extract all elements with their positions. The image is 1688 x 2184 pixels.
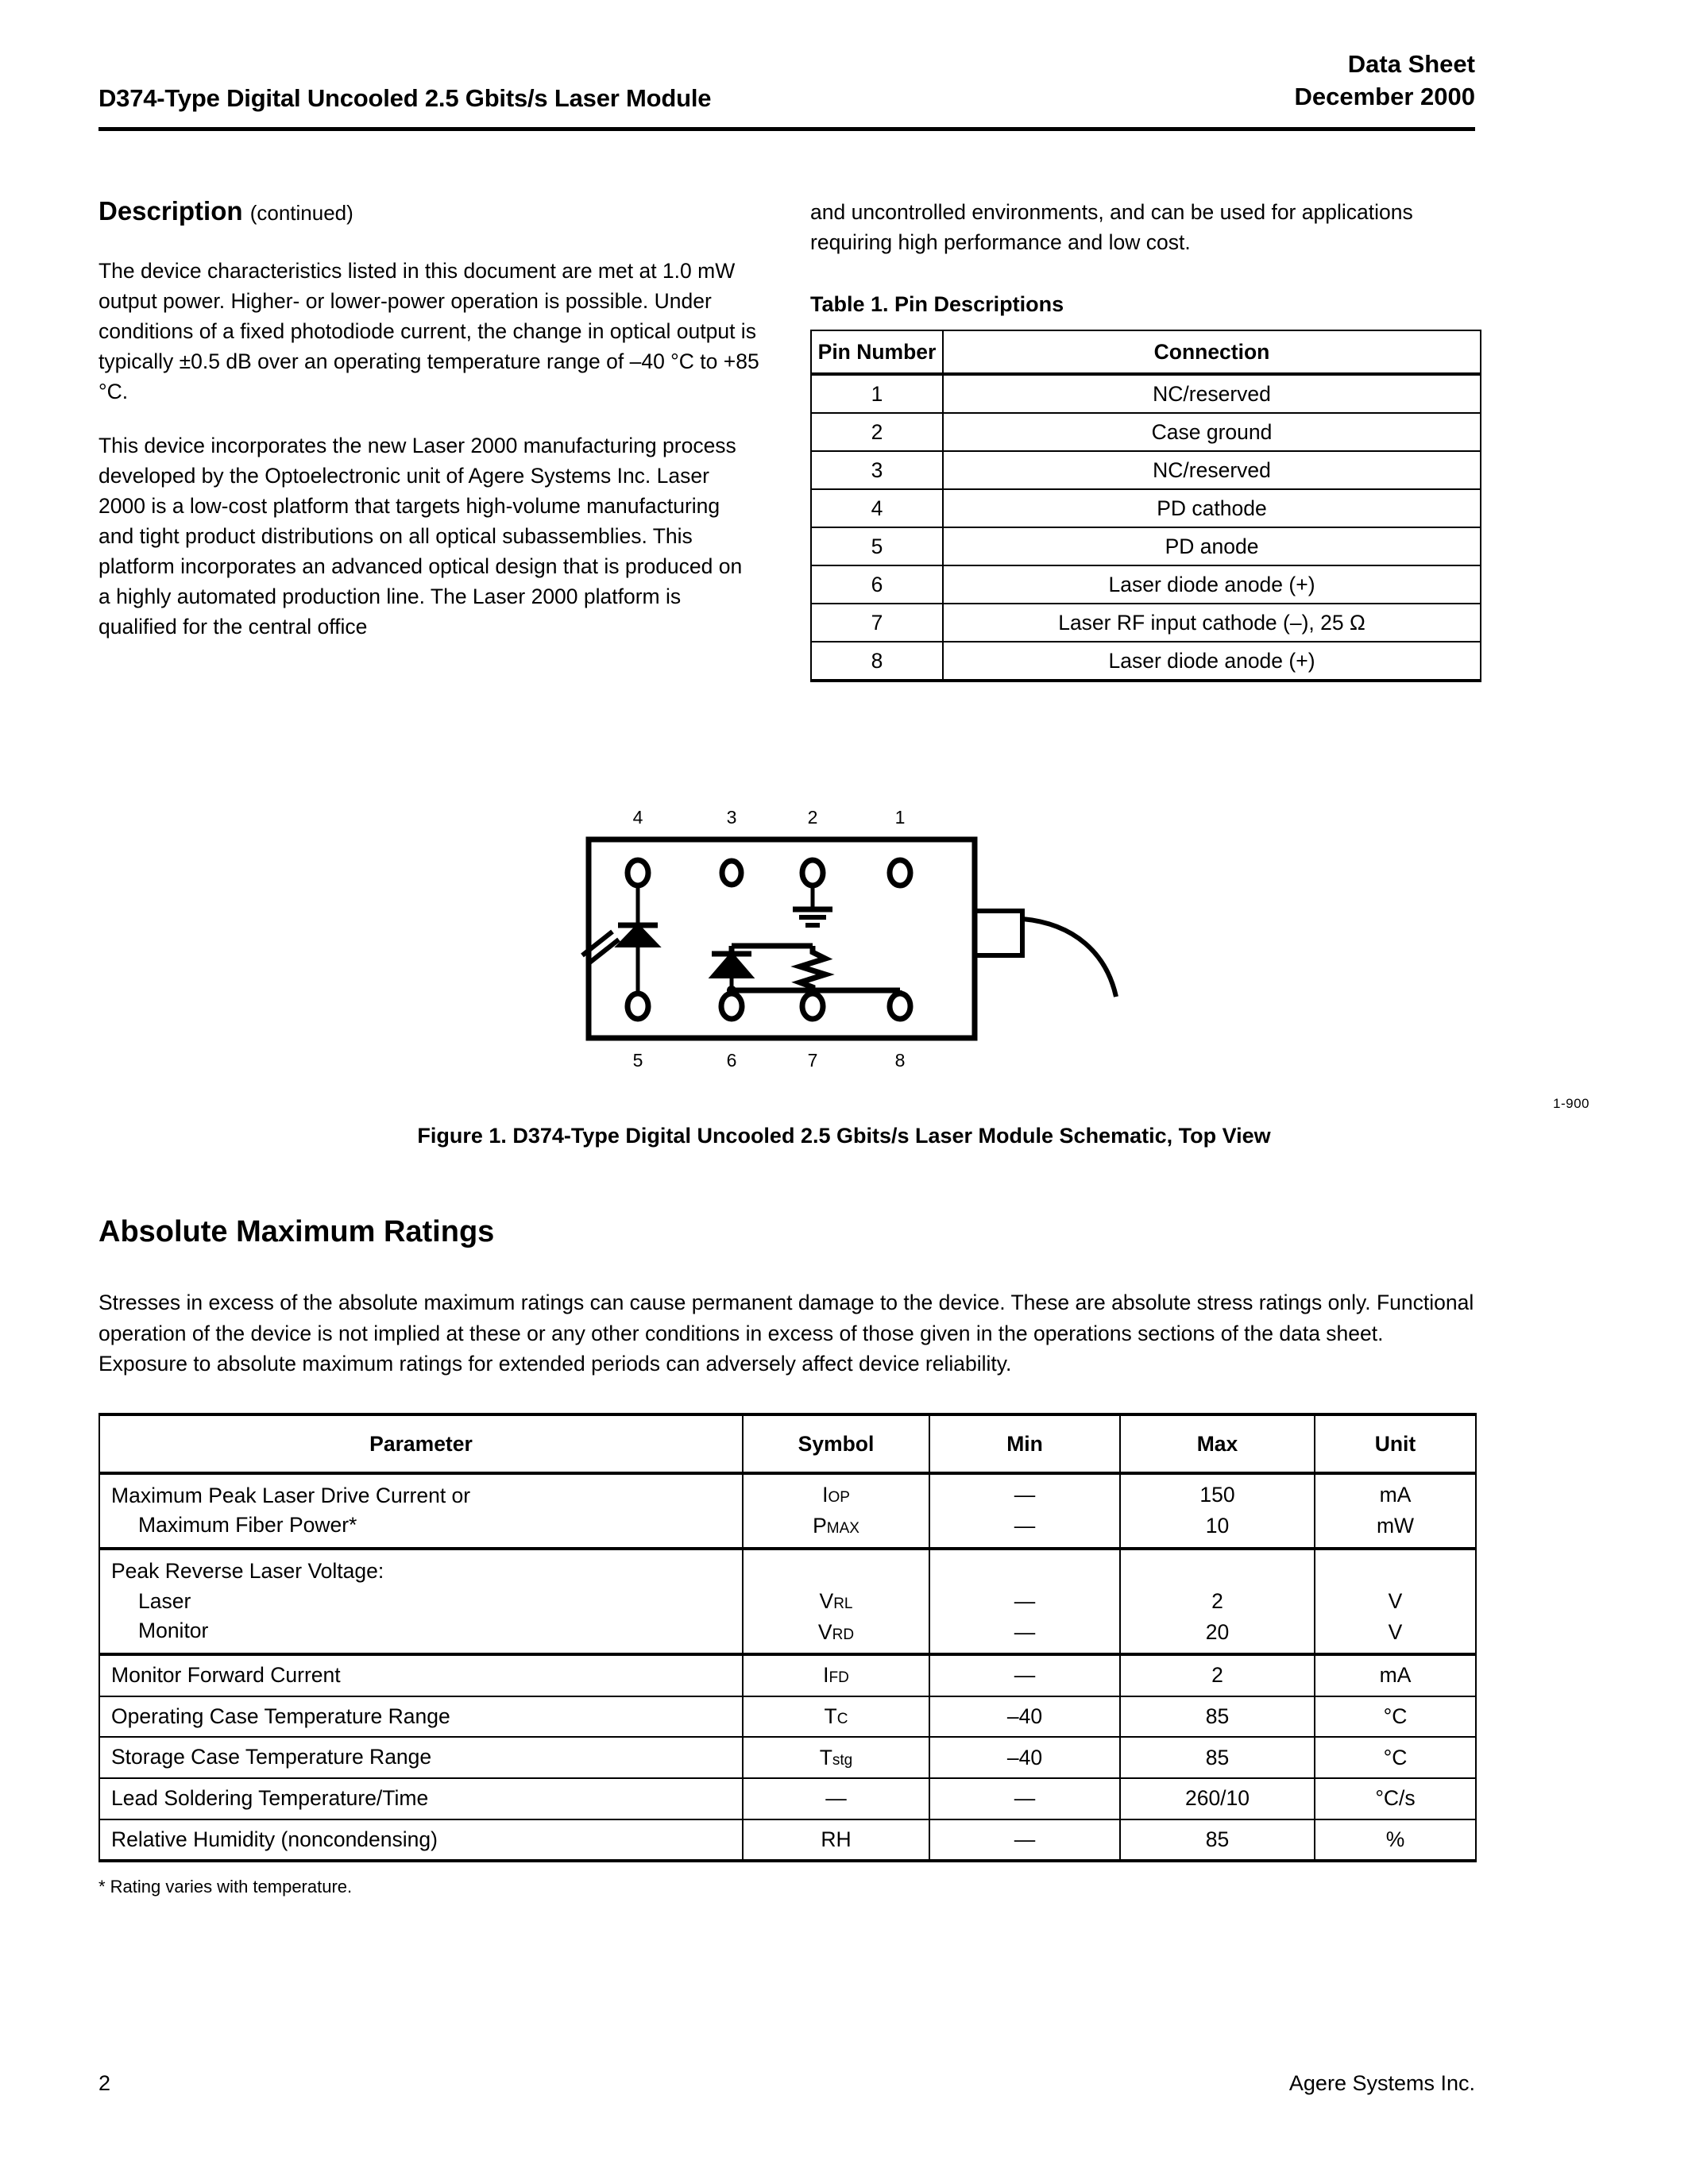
table-row [99, 1473, 1476, 1548]
ratings-parameter-cell: Relative Humidity (noncondensing) [99, 1819, 743, 1862]
ratings-max-cell: 85 [1120, 1737, 1315, 1778]
table-row [99, 1819, 1476, 1862]
table-row [99, 1549, 1476, 1655]
absolute-maximum-ratings-table [98, 1413, 1477, 1862]
ratings-unit-cell: °C [1315, 1737, 1476, 1778]
symbol-iop: IOP [822, 1483, 850, 1507]
page-footer [98, 2071, 1475, 2096]
table-header-row [811, 330, 1481, 374]
ratings-heading: Absolute Maximum Ratings [98, 1215, 495, 1248]
description-heading-text: Description [98, 196, 243, 226]
ratings-max-cell [1120, 1549, 1315, 1655]
footer-page-number: 2 [98, 2071, 111, 2095]
table-row [99, 1696, 1476, 1738]
table-row [811, 642, 1481, 681]
table-row [811, 527, 1481, 565]
pin-hole-3 [722, 861, 741, 885]
ratings-unit-cell: mA [1315, 1654, 1476, 1696]
pin-hole-7 [802, 994, 823, 1019]
ratings-col-min: Min [929, 1414, 1120, 1473]
pin-connection-cell: Laser RF input cathode (–), 25 Ω [943, 604, 1481, 642]
header-date: December 2000 [1294, 83, 1475, 111]
header-product-title: D374-Type Digital Uncooled 2.5 Gbits/s Laser Module [98, 84, 712, 113]
resistor-25-ohm [800, 946, 825, 994]
pin-table-col-connection: Connection [943, 330, 1481, 374]
ratings-unit-cell [1315, 1549, 1476, 1655]
ratings-min-cell: — [929, 1778, 1120, 1819]
description-heading-continued: (continued) [249, 201, 353, 225]
pin-hole-6 [721, 994, 742, 1019]
ratings-param-line: Monitor [138, 1619, 209, 1643]
fig-pin-label-2: 2 [807, 807, 817, 828]
fig-pin-label-8: 8 [894, 1050, 905, 1071]
ratings-min-cell: — [929, 1654, 1120, 1696]
ratings-intro-paragraph: Stresses in excess of the absolute maximum ratings can cause permanent damage to the device. These are absolute stress ratings only. Functional operation of the device is not implied at these or any other conditions in excess of those given in the operations sections of the data sheet. Exposure to absolute maximum ratings for extended periods can adversely affect device reliability. [98, 1291, 1474, 1376]
ratings-unit-value: mA [1379, 1483, 1412, 1507]
fiber-pigtail [1022, 919, 1116, 997]
ratings-min-cell [929, 1549, 1120, 1655]
symbol-vrl: VRL [819, 1588, 853, 1613]
pin-hole-2 [802, 860, 823, 886]
ratings-max-cell: 85 [1120, 1696, 1315, 1738]
ratings-unit-cell: % [1315, 1819, 1476, 1862]
ratings-min-value: — [1014, 1619, 1036, 1644]
fig-pin-label-4: 4 [632, 807, 643, 828]
pin-number-cell: 4 [811, 489, 943, 527]
table-row [99, 1778, 1476, 1819]
ratings-parameter-cell: Lead Soldering Temperature/Time [99, 1778, 743, 1819]
ratings-symbol-cell: TC [743, 1696, 929, 1738]
ratings-min-value: — [1014, 1514, 1036, 1538]
pin-connection-cell: PD anode [943, 527, 1481, 565]
ratings-col-unit: Unit [1315, 1414, 1476, 1473]
figure-1-caption: Figure 1. D374-Type Digital Uncooled 2.5 Gbits/s Laser Module Schematic, Top View [417, 1124, 1271, 1148]
ratings-symbol-cell [743, 1473, 929, 1548]
ratings-unit-cell: °C/s [1315, 1778, 1476, 1819]
ratings-max-cell: 85 [1120, 1819, 1315, 1862]
ratings-symbol-cell [743, 1549, 929, 1655]
pin-number-cell: 8 [811, 642, 943, 681]
right-column [810, 197, 1481, 682]
ratings-parameter-cell: Storage Case Temperature Range [99, 1737, 743, 1778]
ratings-col-symbol: Symbol [743, 1414, 929, 1473]
absolute-maximum-ratings-section [98, 1215, 1475, 1897]
description-paragraph-1: The device characteristics listed in this document are met at 1.0 mW output power. Higher- or lower-power operation is possible. Under conditions of a fixed photodiode current, the change in optical output is typically ±0.5 dB over an operating temperature range of –40 °C to +85 °C. [98, 259, 759, 404]
ratings-unit-value: mW [1376, 1514, 1415, 1538]
ratings-max-value: 20 [1205, 1619, 1230, 1644]
fig-pin-label-5: 5 [632, 1050, 643, 1071]
pin-number-cell: 3 [811, 451, 943, 489]
light-arrow-2 [589, 940, 619, 963]
pin-hole-8 [890, 994, 910, 1019]
description-heading [98, 197, 759, 226]
figure-reference-code: 1-900 [1553, 1096, 1590, 1111]
ratings-parameter-cell: Monitor Forward Current [99, 1654, 743, 1696]
pin-connection-cell: Laser diode anode (+) [943, 565, 1481, 604]
ratings-min-cell [929, 1473, 1120, 1548]
ratings-max-cell: 260/10 [1120, 1778, 1315, 1819]
fiber-ferrule-block [975, 911, 1022, 955]
table-row [99, 1737, 1476, 1778]
pin-hole-1 [890, 860, 910, 886]
description-paragraph-3: and uncontrolled environments, and can be used for applications requiring high performance and low cost. [810, 200, 1413, 255]
description-paragraph-2: This device incorporates the new Laser 2000 manufacturing process developed by the Optoelectronic unit of Agere Systems Inc. Laser 2000 is a low-cost platform that targets high-volume manufacturing and tight product distributions on all optical subassemblies. This platform incorporates an advanced optical design that is produced on a highly automated production line. The Laser 2000 platform is qualified for the central office [98, 434, 743, 639]
ratings-parameter-cell [99, 1549, 743, 1655]
pin-table-caption: Table 1. Pin Descriptions [810, 292, 1064, 317]
table-row [99, 1654, 1476, 1696]
page-header [98, 48, 1475, 131]
ratings-max-value: 150 [1199, 1483, 1235, 1507]
header-doc-type: Data Sheet [1347, 50, 1475, 78]
ratings-max-cell: 2 [1120, 1654, 1315, 1696]
ratings-max-value: 10 [1205, 1514, 1230, 1538]
pin-descriptions-table [810, 330, 1481, 682]
ratings-min-cell: — [929, 1819, 1120, 1862]
header-divider [98, 127, 1475, 131]
pin-connection-cell: PD cathode [943, 489, 1481, 527]
symbol-pmax: PMAX [813, 1514, 859, 1538]
ratings-min-value: — [1014, 1588, 1036, 1613]
fig-pin-label-3: 3 [726, 807, 736, 828]
pin-connection-cell: NC/reserved [943, 451, 1481, 489]
pin-number-cell: 5 [811, 527, 943, 565]
pin-connection-cell: NC/reserved [943, 374, 1481, 413]
pin-number-cell: 6 [811, 565, 943, 604]
ratings-max-cell [1120, 1473, 1315, 1548]
header-doc-meta [1295, 48, 1476, 113]
table-row [811, 451, 1481, 489]
ratings-col-parameter: Parameter [99, 1414, 743, 1473]
table-row [811, 604, 1481, 642]
ratings-symbol-cell: RH [743, 1819, 929, 1862]
photodiode-triangle [618, 925, 658, 946]
table-row [811, 374, 1481, 413]
laser-diode-triangle [712, 954, 751, 977]
table-header-row [99, 1414, 1476, 1473]
ratings-parameter-cell: Operating Case Temperature Range [99, 1696, 743, 1738]
ratings-unit-cell [1315, 1473, 1476, 1548]
left-column [98, 197, 759, 642]
table-row [811, 565, 1481, 604]
footer-company: Agere Systems Inc. [1288, 2071, 1475, 2095]
pin-number-cell: 7 [811, 604, 943, 642]
ratings-unit-value: V [1388, 1619, 1403, 1644]
ratings-param-line: Laser [138, 1588, 191, 1613]
symbol-vrd: VRD [817, 1619, 855, 1644]
ratings-col-max: Max [1120, 1414, 1315, 1473]
ratings-unit-cell: °C [1315, 1696, 1476, 1738]
ratings-max-value: 2 [1211, 1588, 1223, 1613]
ratings-symbol-cell: Tstg [743, 1737, 929, 1778]
ratings-param-line: Maximum Peak Laser Drive Current or [111, 1483, 471, 1507]
table-row [811, 413, 1481, 451]
pin-hole-5 [628, 994, 648, 1019]
table-row [811, 489, 1481, 527]
pin-hole-4 [628, 860, 648, 886]
pin-number-cell: 2 [811, 413, 943, 451]
fig-pin-label-7: 7 [807, 1050, 817, 1071]
ratings-param-line: Peak Reverse Laser Voltage: [111, 1558, 384, 1583]
fig-pin-label-1: 1 [894, 807, 905, 828]
figure-1-schematic [0, 790, 1688, 1111]
ratings-symbol-cell: — [743, 1778, 929, 1819]
ratings-symbol-cell: IFD [743, 1654, 929, 1696]
laser-module-schematic-svg [550, 790, 1138, 1108]
pin-table-col-pin-number: Pin Number [811, 330, 943, 374]
fig-pin-label-6: 6 [726, 1050, 736, 1071]
ratings-min-value: — [1014, 1483, 1036, 1507]
ratings-min-cell: –40 [929, 1696, 1120, 1738]
ratings-footnote: * Rating varies with temperature. [98, 1877, 353, 1897]
pin-connection-cell: Laser diode anode (+) [943, 642, 1481, 681]
ratings-param-line: Maximum Fiber Power* [138, 1513, 357, 1538]
ratings-unit-value: V [1388, 1588, 1403, 1613]
pin-number-cell: 1 [811, 374, 943, 413]
pin-connection-cell: Case ground [943, 413, 1481, 451]
ratings-min-cell: –40 [929, 1737, 1120, 1778]
ratings-parameter-cell [99, 1473, 743, 1548]
